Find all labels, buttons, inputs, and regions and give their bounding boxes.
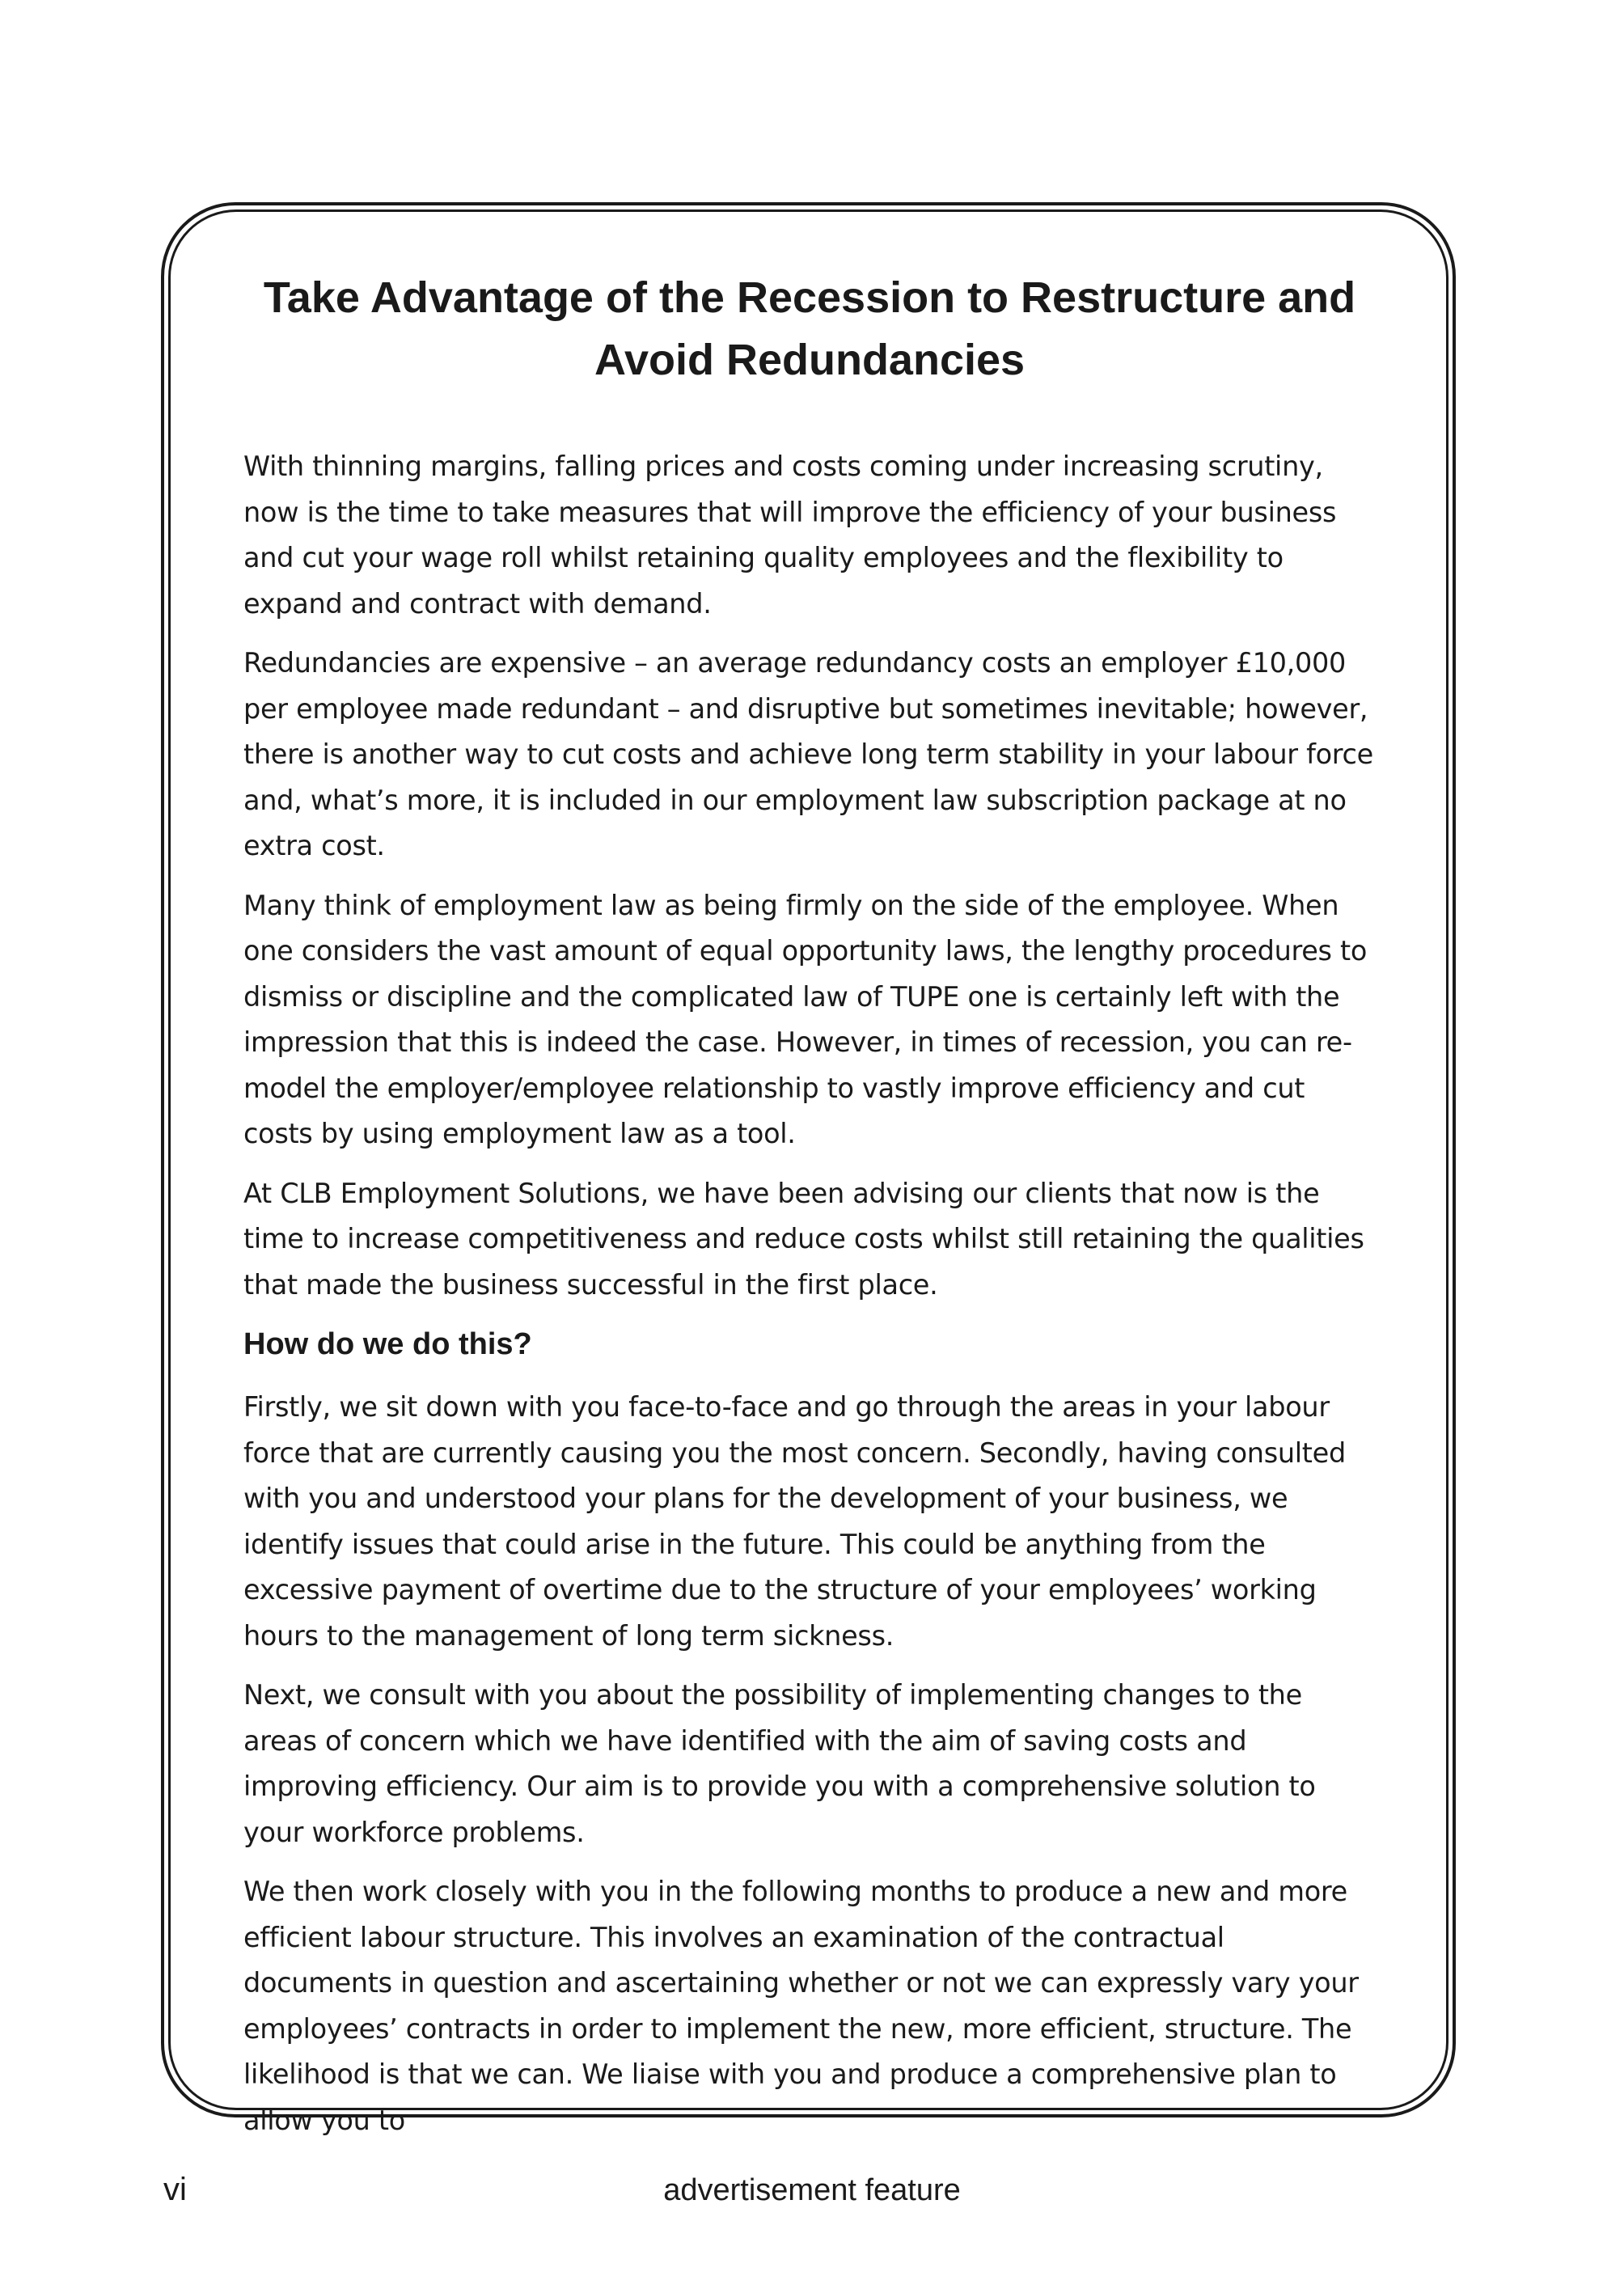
- article-body: [243, 444, 1376, 2143]
- paragraph: Next, we consult with you about the possibility of implementing changes to the areas of concern which we have identified with the aim of saving costs and improving efficiency. Our aim is to provide you with a comprehensive solution to your workforce problems.: [243, 1679, 1316, 1848]
- footer-label: advertisement feature: [663, 2173, 961, 2207]
- article-title: Take Advantage of the Recession to Restructure and Avoid Redundancies: [263, 273, 1356, 384]
- paragraph: Firstly, we sit down with you face-to-face and go through the areas in your labour force that are currently causing you the most concern. Secondly, having consulted with you and understood your plans for the development of your business, we identify issues that could arise in the future. This could be anything from the excessive payment of overtime due to the structure of your employees’ working hours to the management of long term sickness.: [243, 1391, 1346, 1652]
- section-heading: How do we do this?: [243, 1327, 532, 1361]
- paragraph: We then work closely with you in the following months to produce a new and more efficient labour structure. This involves an examination of the contractual documents in question and ascertaining whether or not we can expressly vary your employees’ contracts in order to implement the new, more efficient, structure. The likelihood is that we can. We liaise with you and produce a comprehensive plan to allow you to: [243, 1876, 1359, 2136]
- paragraph: Many think of employment law as being firmly on the side of the employee. When one considers the vast amount of equal opportunity laws, the lengthy procedures to dismiss or discipline and the complicated law of TUPE one is certainly left with the impression that this is indeed the case. However, in times of recession, you can re-model the employer/employee relationship to vastly improve efficiency and cut costs by using employment law as a tool.: [243, 889, 1368, 1149]
- article-box: [243, 267, 1376, 2157]
- paragraph: With thinning margins, falling prices and costs coming under increasing scrutiny, now is the time to take measures that will improve the efficiency of your business and cut your wage roll whilst retaining quality employees and the flexibility to expand and contract with demand.: [243, 451, 1337, 620]
- paragraph: At CLB Employment Solutions, we have been advising our clients that now is the time to increase competitiveness and reduce costs whilst still retaining the qualities that made the business successful in the first place.: [243, 1177, 1364, 1301]
- paragraph: Redundancies are expensive – an average redundancy costs an employer £10,000 per employee made redundant – and disruptive but sometimes inevitable; however, there is another way to cut costs and achieve long term stability in your labour force and, what’s more, it is included in our employment law subscription package at no extra cost.: [243, 647, 1373, 861]
- page-number: vi: [163, 2172, 187, 2207]
